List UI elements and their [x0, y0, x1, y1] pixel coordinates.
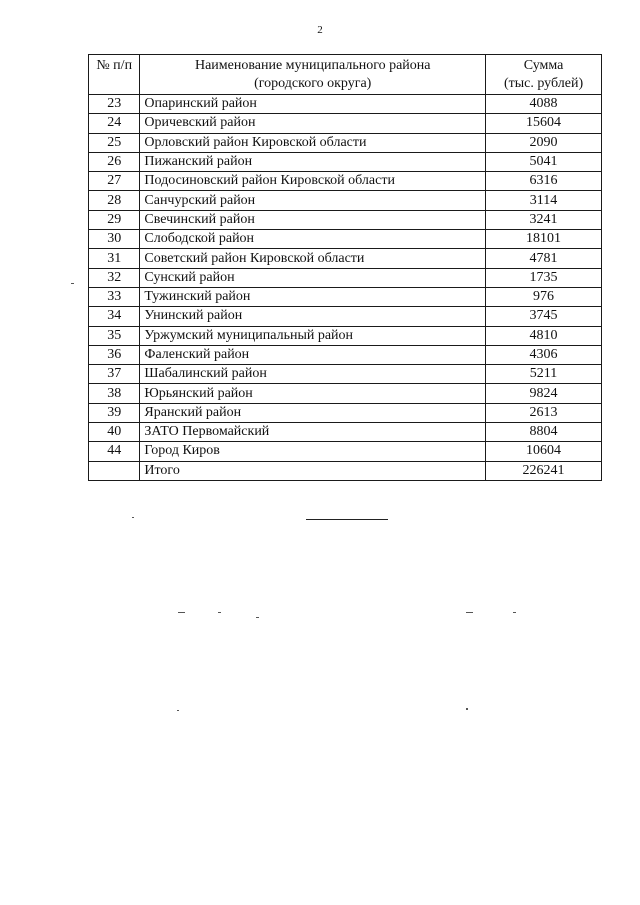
row-sum: 2090 — [486, 133, 602, 152]
row-num: 26 — [89, 152, 140, 171]
scan-speck — [466, 708, 468, 710]
table-row — [89, 191, 602, 210]
table-header-row — [89, 55, 602, 95]
row-num: 39 — [89, 403, 140, 422]
row-num: 29 — [89, 210, 140, 229]
scan-speck — [178, 612, 185, 613]
table-row — [89, 403, 602, 422]
row-num: 30 — [89, 230, 140, 249]
table-row — [89, 268, 602, 287]
row-sum: 15604 — [486, 114, 602, 133]
row-num: 44 — [89, 442, 140, 461]
row-name: Оричевский район — [140, 114, 486, 133]
row-sum: 3745 — [486, 307, 602, 326]
row-name: Город Киров — [140, 442, 486, 461]
table-row — [89, 172, 602, 191]
scan-speck — [218, 612, 221, 613]
scan-speck — [132, 517, 134, 518]
row-sum: 4306 — [486, 345, 602, 364]
table-row — [89, 307, 602, 326]
total-label: Итого — [140, 461, 486, 480]
table-body — [89, 95, 602, 462]
closing-divider — [306, 519, 388, 520]
row-name: Фаленский район — [140, 345, 486, 364]
row-num: 35 — [89, 326, 140, 345]
row-sum: 18101 — [486, 230, 602, 249]
table-row — [89, 345, 602, 364]
budget-table — [88, 54, 602, 481]
header-num: № п/п — [89, 55, 140, 95]
row-name: ЗАТО Первомайский — [140, 423, 486, 442]
table-row — [89, 287, 602, 306]
row-num: 31 — [89, 249, 140, 268]
row-sum: 9824 — [486, 384, 602, 403]
scan-speck — [256, 617, 259, 618]
row-num: 38 — [89, 384, 140, 403]
header-sum — [486, 55, 602, 95]
row-sum: 976 — [486, 287, 602, 306]
row-sum: 5211 — [486, 365, 602, 384]
row-num: 24 — [89, 114, 140, 133]
page-number: 2 — [317, 24, 323, 36]
scan-speck — [177, 710, 179, 711]
row-name: Яранский район — [140, 403, 486, 422]
total-row — [89, 461, 602, 480]
row-name: Юрьянский район — [140, 384, 486, 403]
row-num: 37 — [89, 365, 140, 384]
row-name: Опаринский район — [140, 95, 486, 114]
scan-speck — [71, 283, 74, 284]
header-name-line2: (городского округа) — [254, 76, 372, 91]
header-name — [140, 55, 486, 95]
scan-speck — [513, 612, 516, 613]
table-row — [89, 210, 602, 229]
row-sum: 3114 — [486, 191, 602, 210]
header-sum-line2: (тыс. рублей) — [503, 76, 584, 91]
table-row — [89, 133, 602, 152]
row-name: Свечинский район — [140, 210, 486, 229]
table-row — [89, 423, 602, 442]
table-row — [89, 326, 602, 345]
row-sum: 1735 — [486, 268, 602, 287]
row-sum: 4810 — [486, 326, 602, 345]
scan-speck — [466, 612, 473, 613]
row-name: Унинский район — [140, 307, 486, 326]
row-name: Пижанский район — [140, 152, 486, 171]
row-sum: 8804 — [486, 423, 602, 442]
row-name: Санчурский район — [140, 191, 486, 210]
row-name: Уржумский муниципальный район — [140, 326, 486, 345]
table-row — [89, 384, 602, 403]
row-name: Подосиновский район Кировской области — [140, 172, 486, 191]
row-num: 28 — [89, 191, 140, 210]
row-sum: 6316 — [486, 172, 602, 191]
row-num: 27 — [89, 172, 140, 191]
header-name-line1: Наименование муниципального района — [194, 58, 431, 73]
table-row — [89, 230, 602, 249]
table-row — [89, 95, 602, 114]
table-row — [89, 114, 602, 133]
row-name: Орловский район Кировской области — [140, 133, 486, 152]
row-sum: 5041 — [486, 152, 602, 171]
row-num: 34 — [89, 307, 140, 326]
total-num — [89, 461, 140, 480]
row-name: Слободской район — [140, 230, 486, 249]
row-name: Шабалинский район — [140, 365, 486, 384]
row-num: 32 — [89, 268, 140, 287]
row-num: 23 — [89, 95, 140, 114]
table-row — [89, 365, 602, 384]
row-sum: 2613 — [486, 403, 602, 422]
row-name: Сунский район — [140, 268, 486, 287]
row-num: 33 — [89, 287, 140, 306]
row-num: 40 — [89, 423, 140, 442]
row-sum: 4781 — [486, 249, 602, 268]
total-sum: 226241 — [486, 461, 602, 480]
table-row — [89, 442, 602, 461]
row-sum: 10604 — [486, 442, 602, 461]
table-row — [89, 249, 602, 268]
row-num: 25 — [89, 133, 140, 152]
row-name: Тужинский район — [140, 287, 486, 306]
row-sum: 3241 — [486, 210, 602, 229]
row-num: 36 — [89, 345, 140, 364]
row-sum: 4088 — [486, 95, 602, 114]
header-sum-line1: Сумма — [523, 58, 564, 73]
table-row — [89, 152, 602, 171]
row-name: Советский район Кировской области — [140, 249, 486, 268]
